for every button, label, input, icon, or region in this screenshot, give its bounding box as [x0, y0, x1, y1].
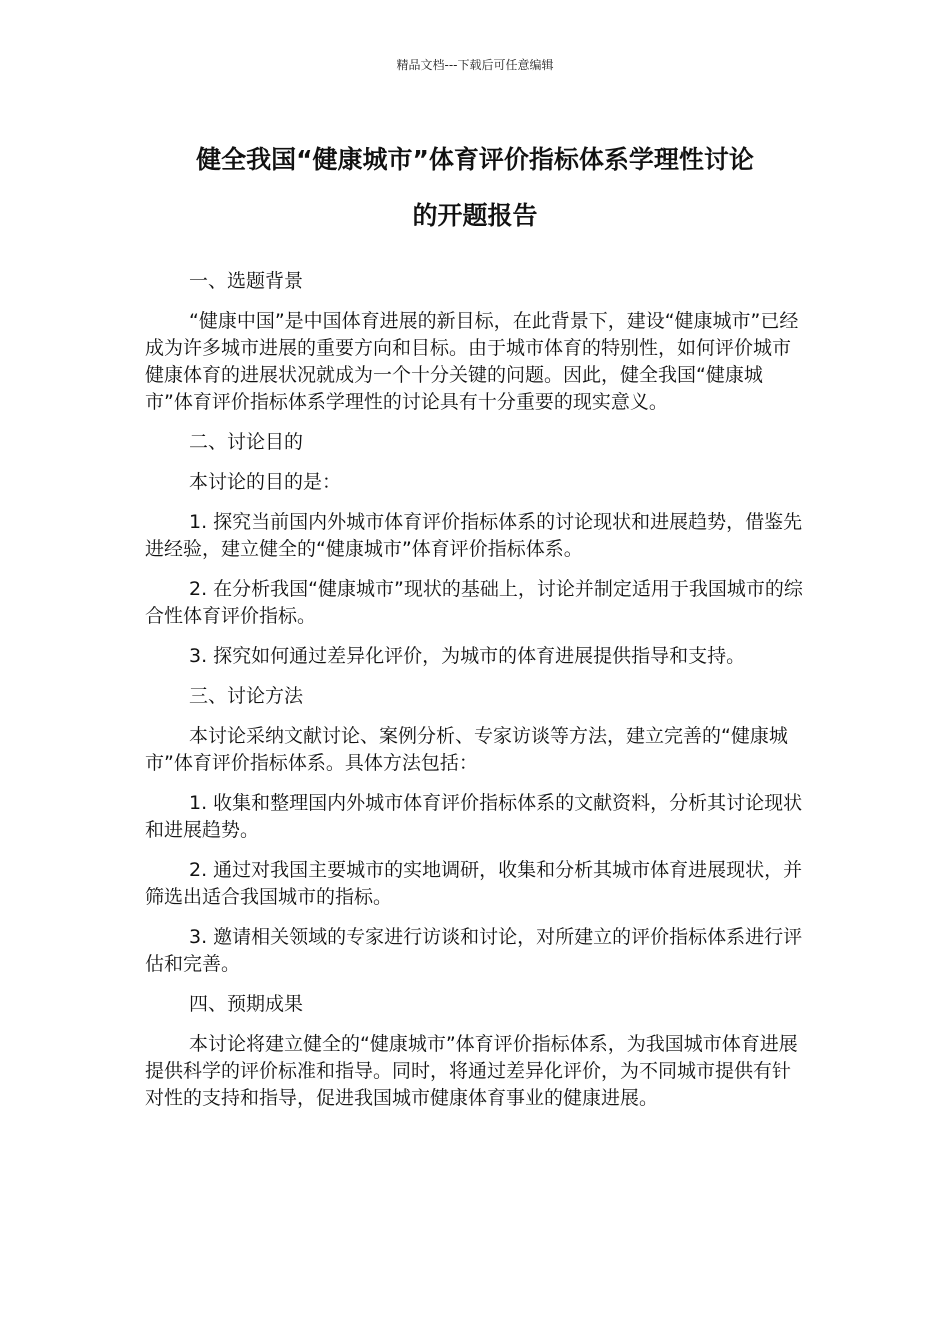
paragraph-method-intro: 本讨论采纳文献讨论、案例分析、专家访谈等方法，建立完善的“健康城市”体育评价指标体系。具体方法包括： — [145, 725, 788, 774]
section-heading-purpose: 二、讨论目的 — [189, 431, 304, 453]
section-heading-results: 四、预期成果 — [189, 993, 304, 1015]
paragraph-background: “健康中国”是中国体育进展的新目标，在此背景下，建设“健康城市”已经成为许多城市进展的重要方向和目标。由于城市体育的特别性，如何评价城市健康体育的进展状况就成为一个十分关键的问题。因此，健全我国“健康城市”体育评价指标体系学理性的讨论具有十分重要的现实意义。 — [145, 310, 799, 413]
page-header: 精品文档---下载后可任意编辑 — [396, 58, 554, 72]
paragraph-results: 本讨论将建立健全的“健康城市”体育评价指标体系，为我国城市体育进展提供科学的评价标准和指导。同时，将通过差异化评价，为不同城市提供有针对性的支持和指导，促进我国城市健康体育事业的健康进展。 — [145, 1033, 798, 1109]
title-line-2: 的开题报告 — [412, 201, 538, 230]
list-item-purpose-2: 2. 在分析我国“健康城市”现状的基础上，讨论并制定适用于我国城市的综合性体育评价指标。 — [145, 578, 803, 627]
paragraph-purpose-intro: 本讨论的目的是： — [189, 471, 342, 493]
list-item-method-1: 1. 收集和整理国内外城市体育评价指标体系的文献资料，分析其讨论现状和进展趋势。 — [145, 792, 803, 841]
title-line-1: 健全我国“健康城市”体育评价指标体系学理性讨论 — [196, 145, 754, 174]
list-item-method-3: 3. 邀请相关领域的专家进行访谈和讨论，对所建立的评价指标体系进行评估和完善。 — [145, 926, 803, 975]
section-heading-method: 三、讨论方法 — [189, 685, 304, 707]
list-item-purpose-3: 3. 探究如何通过差异化评价，为城市的体育进展提供指导和支持。 — [189, 645, 746, 667]
document-body — [145, 268, 805, 1125]
list-item-method-2: 2. 通过对我国主要城市的实地调研，收集和分析其城市体育进展现状，并筛选出适合我国城市的指标。 — [145, 859, 803, 908]
list-item-purpose-1: 1. 探究当前国内外城市体育评价指标体系的讨论现状和进展趋势，借鉴先进经验，建立健全的“健康城市”体育评价指标体系。 — [145, 511, 803, 560]
section-heading-background: 一、选题背景 — [189, 270, 304, 292]
document-title — [120, 132, 830, 244]
